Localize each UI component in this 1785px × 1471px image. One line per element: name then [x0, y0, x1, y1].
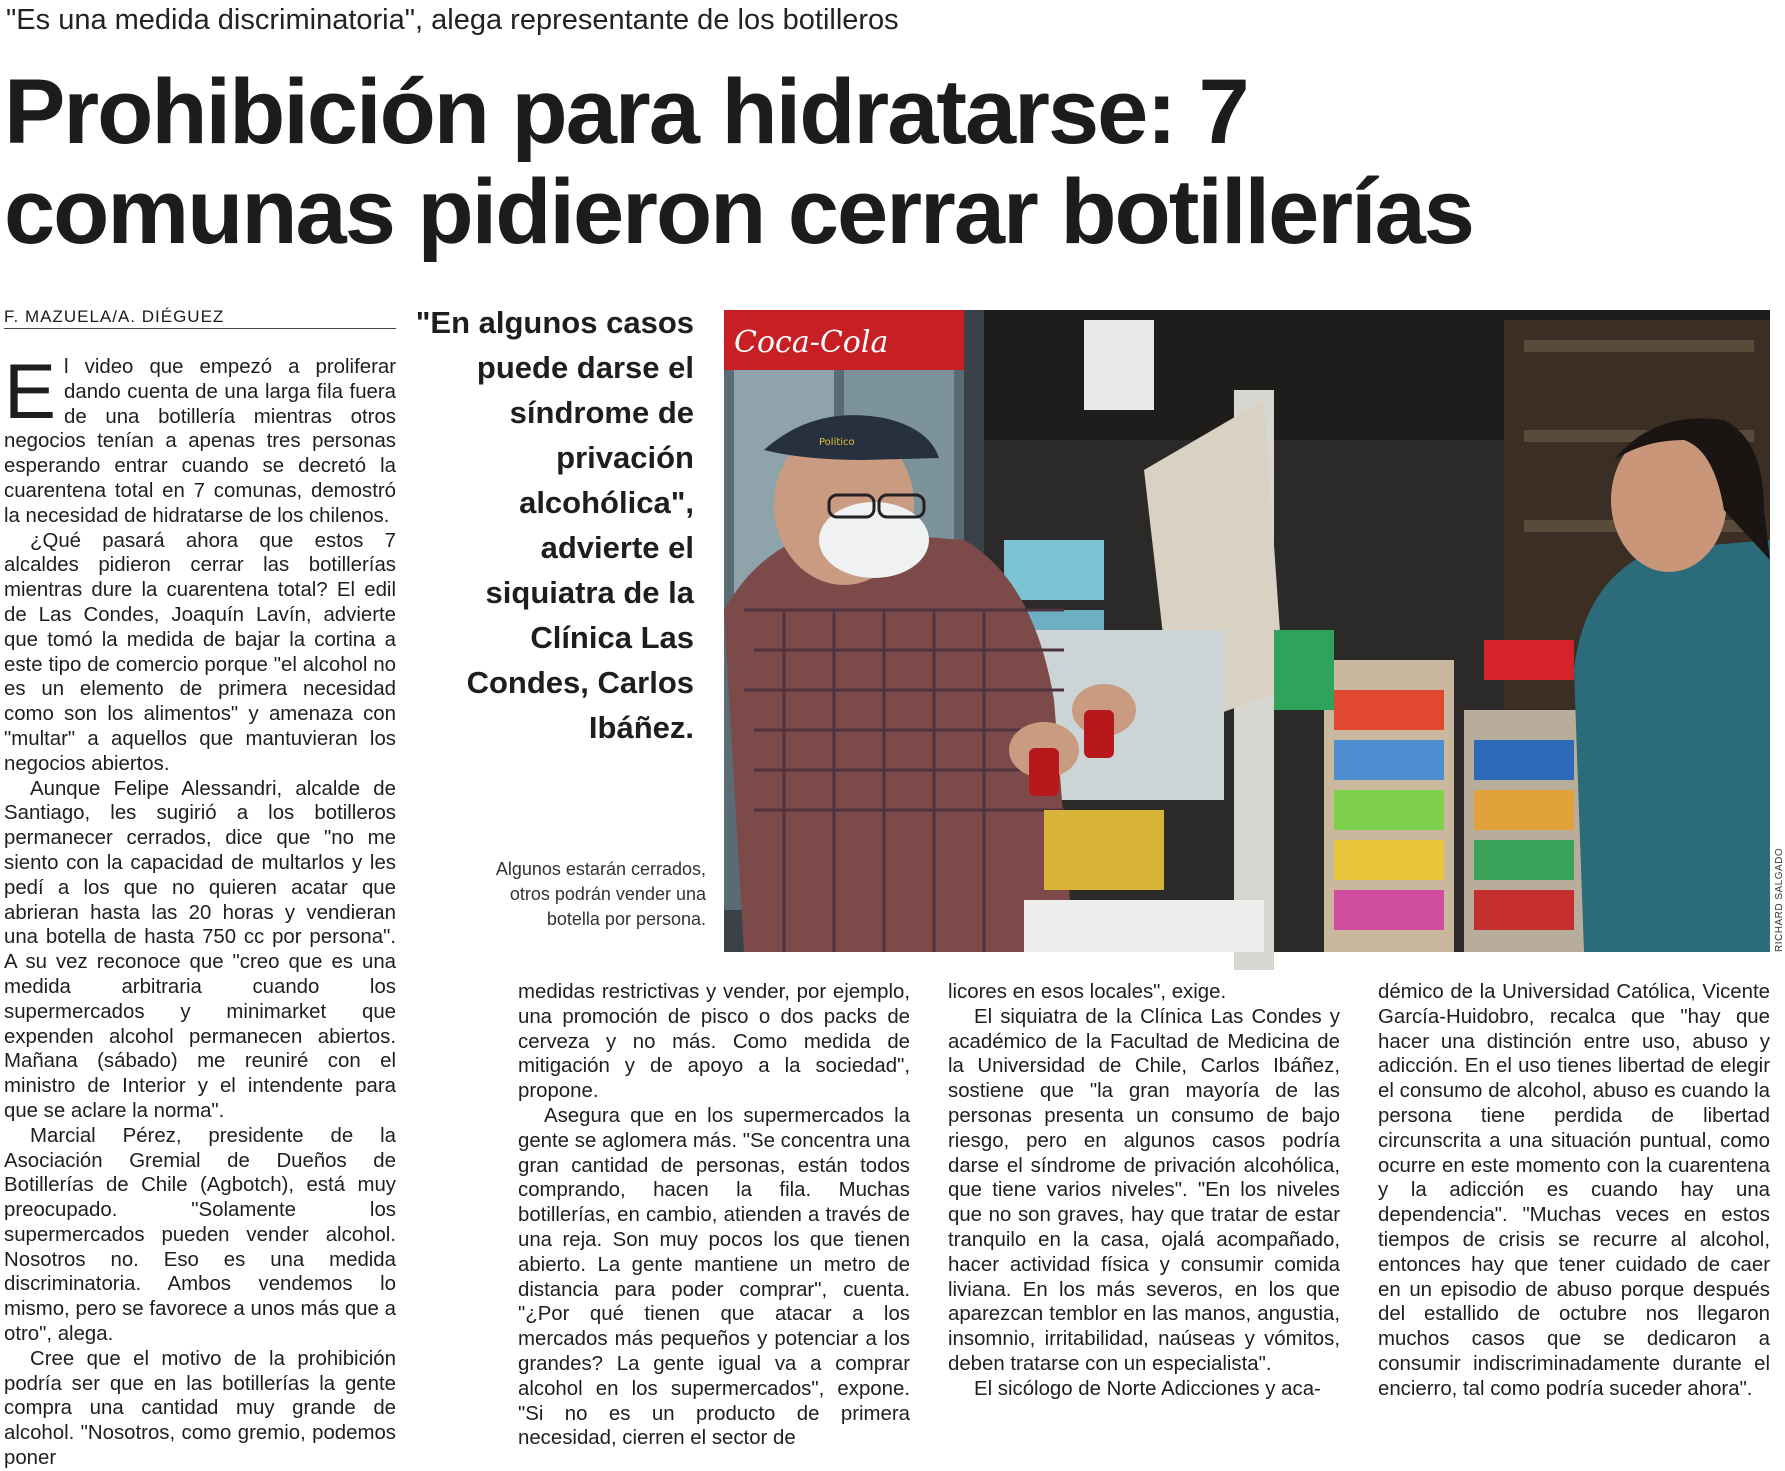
cap-logo-text: Político: [819, 437, 855, 448]
body-column-3: [948, 980, 1340, 1402]
paragraph: Marcial Pérez, presidente de la Asociación Gremial de Dueños de Botillerías de Chile (Agbotch), está muy preocupado. "Solamente los supermercados pueden vender alcohol. Nosotros no. Eso es una medida discriminatoria. Ambos vendemos lo mismo, pero se favorece a unos más que a otro", alega.: [4, 1124, 396, 1346]
byline: F. MAZUELA/A. DIÉGUEZ: [4, 307, 396, 329]
headline: Prohibición para hidratarse: 7 comunas pidieron cerrar botillerías: [4, 61, 1473, 263]
body-column-1: [4, 347, 396, 1471]
news-photo: [724, 310, 1770, 952]
paragraph: Cree que el motivo de la prohibición podría ser que en las botillerías la gente compra una cantidad muy grande de alcohol. "Nosotros, como gremio, podemos poner: [4, 1347, 396, 1470]
paragraph: El siquiatra de la Clínica Las Condes y académico de la Facultad de Medicina de la Universidad de Chile, Carlos Ibáñez, sostiene que "la gran mayoría de las personas presenta un consumo de bajo riesgo, pero en algunos casos podría darse el síndrome de privación alcohólica, que tiene varios niveles". "En los niveles que no son graves, hay que tratar de estar tranquilo en la casa, ojalá acompañado, hacer actividad física y consumir comida liviana. En los más severos, en los que aparezcan temblor en las manos, angustia, insomnio, irritabilidad, naúseas y vómitos, deben tratarse con un especialista".: [948, 1005, 1340, 1375]
paragraph: Aunque Felipe Alessandri, alcalde de Santiago, les sugirió a los botilleros permanecer cerrados, dice que "no me siento con la capacidad de multarlos y les pedí a los que no quieren acatar que abrieran hasta las 20 horas y vendieran una botella de hasta 750 cc por persona". A su vez reconoce que "creo que es una medida arbitraria cuando los supermercados y minimarket que expenden alcohol permanecen abiertos. Mañana (sábado) me reuniré con el ministro de Interior y el intendente para que se aclare la norma".: [4, 777, 396, 1122]
vendor-shirt: [1574, 540, 1770, 952]
photo-caption: Algunos estarán cerrados, otros podrán vender una botella por persona.: [495, 859, 706, 929]
paragraph: ¿Qué pasará ahora que estos 7 alcaldes pidieron cerrar las botillerías mientras dure la cuarentena total? El edil de Las Condes, Joaquín Lavín, advierte que tomó la medida de bajar la cortina a este tipo de comercio porque "el alcohol no es un elemento de primera necesidad como son los alimentos" y amenaza con "multar" a aquellos que mantuvieran los negocios abiertos.: [4, 529, 396, 775]
paragraph: medidas restrictivas y vender, por ejemplo, una promoción de pisco o dos packs de cerveza y no más. Como medida de mitigación y de apoyo a la sociedad", propone.: [518, 981, 910, 1103]
drop-cap: E: [4, 347, 57, 435]
body-column-2: [518, 980, 910, 1451]
paragraph: El sicólogo de Norte Adicciones y aca-: [974, 1377, 1321, 1400]
pull-quote: "En algunos casos puede darse el síndrome de privación alcohólica", advierte el siquiatra de la Clínica Las Condes, Carlos Ibáñez.: [415, 305, 694, 745]
paragraph: El video que empezó a proliferar dando cuenta de una larga fila fuera de una botillería mientras otros negocios tenían a apenas tres personas esperando entrar cuando se decretó la cuarentena total en 7 comunas, demostró la necesidad de hidratarse de los chilenos.: [4, 347, 396, 527]
kicker: "Es una medida discriminatoria", alega representante de los botilleros: [6, 4, 899, 36]
soda-can: [1029, 748, 1059, 796]
paragraph: licores en esos locales", exige.: [948, 981, 1227, 1003]
photo-credit: RICHARD SALGADO: [1774, 847, 1785, 952]
cola-sign-text: Coca-Cola: [734, 325, 889, 360]
paragraph: Asegura que en los supermercados la gente se aglomera más. "Se concentra una gran cantidad de personas, están todos comprando, hacen la fila. Muchas botillerías, en cambio, atienden a través de una reja. Son muy pocos los que tienen abierto. La gente mantiene un metro de distancia para poder comprar", cuenta. "¿Por qué tienen que atacar a los mercados más pequeños y potenciar a los grandes? La gente igual va a comprar alcohol en los supermercados", expone. "Si no es un producto de primera necesidad, cierren el sector de: [518, 1104, 910, 1450]
soda-can: [1084, 710, 1114, 758]
paragraph: démico de la Universidad Católica, Vicente García-Huidobro, recalca que "hay que hacer una distinción entre uso, abuso y adicción. En el uso tienes libertad de elegir el consumo de alcohol, abuso es cuando la persona tiene perdida de libertad circunscrita a una situación puntual, como ocurre en este momento con la cuarentena y la adicción es cuando hay una dependencia". "Muchas veces en estos tiempos de crisis se recurre al alcohol, entonces hay que tener cuidado de caer en un episodio de abuso porque después del estallido de octubre nos llegaron muchos casos que se dedicaron a consumir indiscriminadamente durante el encierro, tal como podría suceder ahora".: [1378, 981, 1770, 1400]
body-column-4: [1378, 980, 1770, 1402]
